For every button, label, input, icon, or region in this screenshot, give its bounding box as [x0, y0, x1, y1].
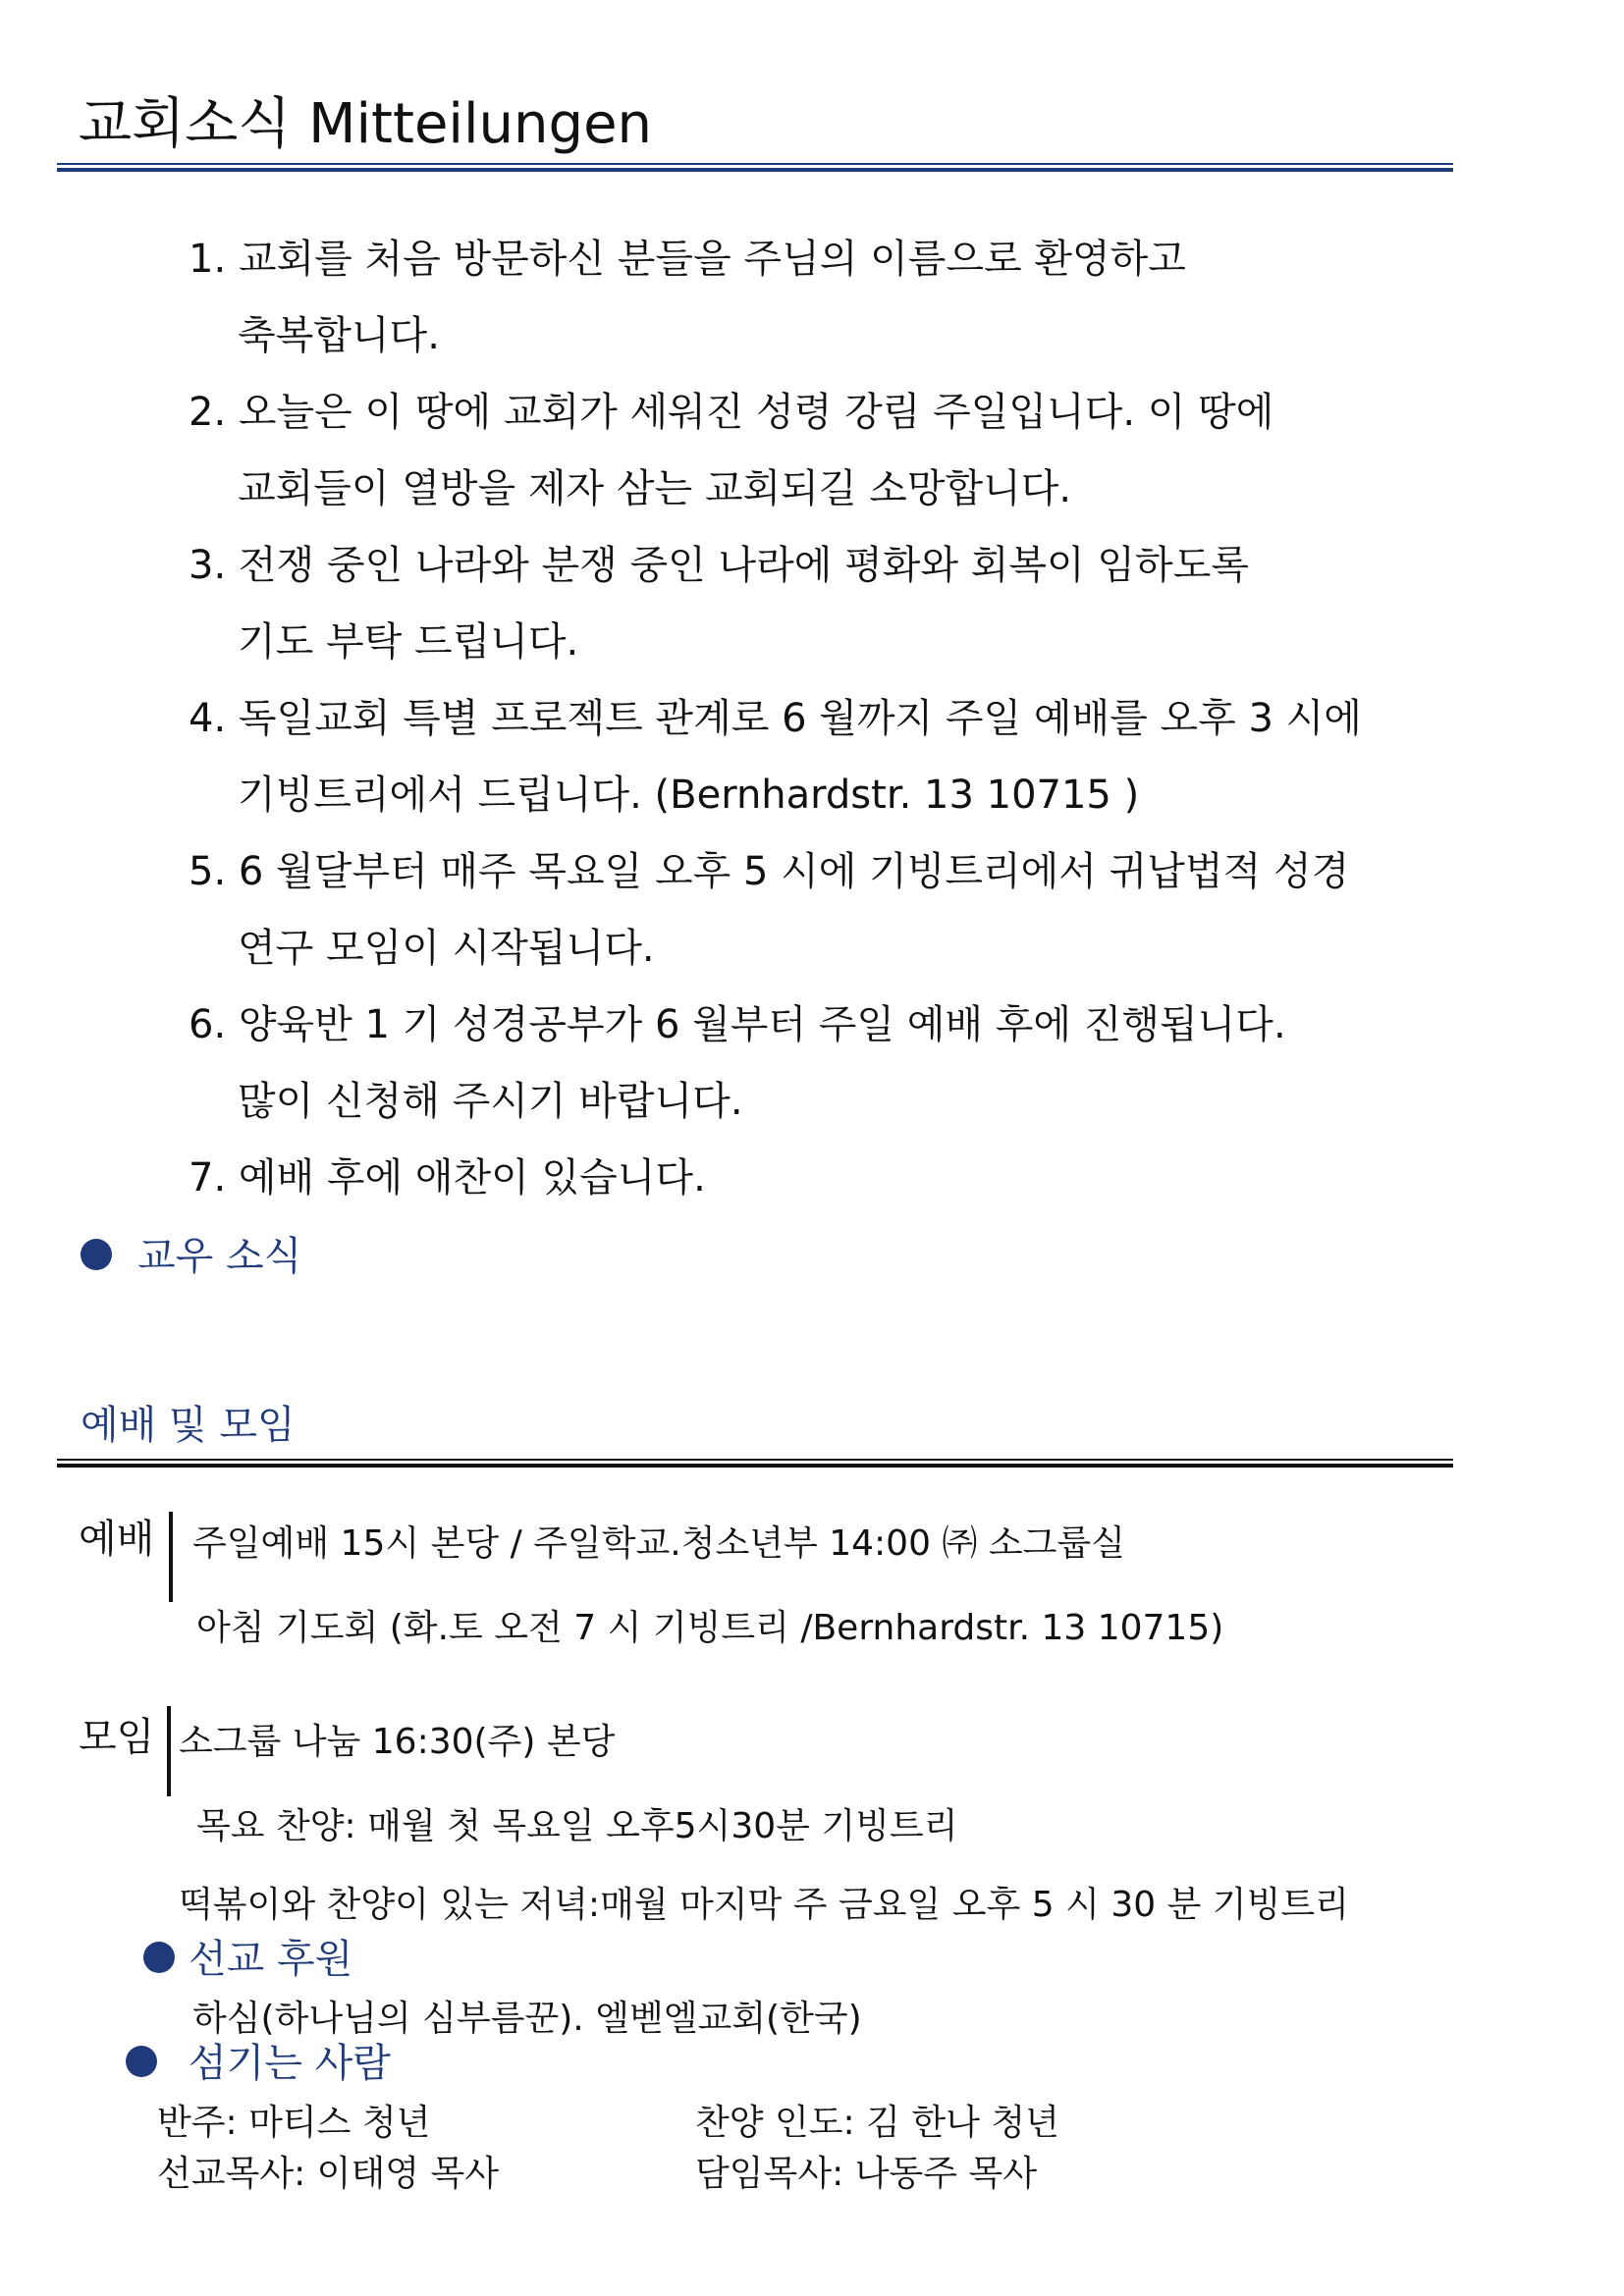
- servant-worship-leader: 찬양 인도: 김 한나 청년: [695, 2103, 1059, 2143]
- worship-line-1: 주일예배 15시 본당 / 주일학교.청소년부 14:00 ㈜ 소그룹실: [192, 1523, 1125, 1564]
- meeting-divider: [167, 1706, 171, 1796]
- mission-heading: 선교 후원: [189, 1937, 353, 1982]
- servant-senior-pastor: 담임목사: 나동주 목사: [695, 2154, 1037, 2194]
- notice-item-1: 1. 교회를 처음 방문하신 분들을 주님의 이름으로 환영하고: [189, 237, 1186, 282]
- meeting-line-1: 소그룹 나눔 16:30(주) 본당: [179, 1722, 616, 1762]
- worship-line-2: 아침 기도회 (화.토 오전 7 시 기빙트리 /Bernhardstr. 13 10715): [196, 1608, 1224, 1648]
- page-title: 교회소식 Mitteilungen: [79, 92, 653, 156]
- notice-item-3: 3. 전쟁 중인 나라와 분쟁 중인 나라에 평화와 회복이 임하도록: [189, 543, 1249, 588]
- worship-meetings-heading: 예배 및 모임: [81, 1403, 296, 1448]
- meeting-label: 모임: [79, 1715, 155, 1760]
- worship-label: 예배: [79, 1517, 155, 1562]
- servants-bullet-icon: [126, 2046, 157, 2077]
- notice-item-4-cont: 기빙트리에서 드립니다. (Bernhardstr. 13 10715 ): [238, 773, 1140, 818]
- notice-item-6: 6. 양육반 1 기 성경공부가 6 월부터 주일 예배 후에 진행됩니다.: [189, 1002, 1286, 1047]
- servant-accompanist: 반주: 마티스 청년: [157, 2103, 431, 2143]
- meeting-line-3: 떡볶이와 찬양이 있는 저녁:매월 마지막 주 금요일 오후 5 시 30 분 기빙트리: [179, 1885, 1349, 1925]
- notice-item-5-cont: 연구 모임이 시작됩니다.: [238, 926, 655, 971]
- notice-item-4: 4. 독일교회 특별 프로젝트 관계로 6 월까지 주일 예배를 오후 3 시에: [189, 696, 1362, 741]
- notice-item-5: 5. 6 월달부터 매주 목요일 오후 5 시에 기빙트리에서 귀납법적 성경: [189, 849, 1350, 894]
- member-news-heading: 교우 소식: [137, 1234, 302, 1279]
- servants-heading: 섬기는 사람: [189, 2041, 391, 2086]
- servant-missionary-pastor: 선교목사: 이태영 목사: [157, 2154, 499, 2194]
- notice-item-7: 7. 예배 후에 애찬이 있습니다.: [189, 1155, 706, 1201]
- notice-item-1-cont: 축복합니다.: [238, 313, 440, 358]
- notice-item-2-cont: 교회들이 열방을 제자 삼는 교회되길 소망합니다.: [238, 466, 1072, 511]
- meeting-line-2: 목요 찬양: 매월 첫 목요일 오후5시30분 기빙트리: [196, 1806, 958, 1846]
- notice-item-3-cont: 기도 부탁 드립니다.: [238, 619, 579, 665]
- worship-divider: [169, 1512, 173, 1602]
- mission-text: 하심(하나님의 심부름꾼). 엘벧엘교회(한국): [192, 1999, 862, 2039]
- notice-item-6-cont: 많이 신청해 주시기 바랍니다.: [238, 1079, 743, 1124]
- notice-item-2: 2. 오늘은 이 땅에 교회가 세워진 성령 강림 주일입니다. 이 땅에: [189, 390, 1274, 435]
- member-news-bullet-icon: [81, 1239, 112, 1270]
- mission-bullet-icon: [143, 1942, 175, 1973]
